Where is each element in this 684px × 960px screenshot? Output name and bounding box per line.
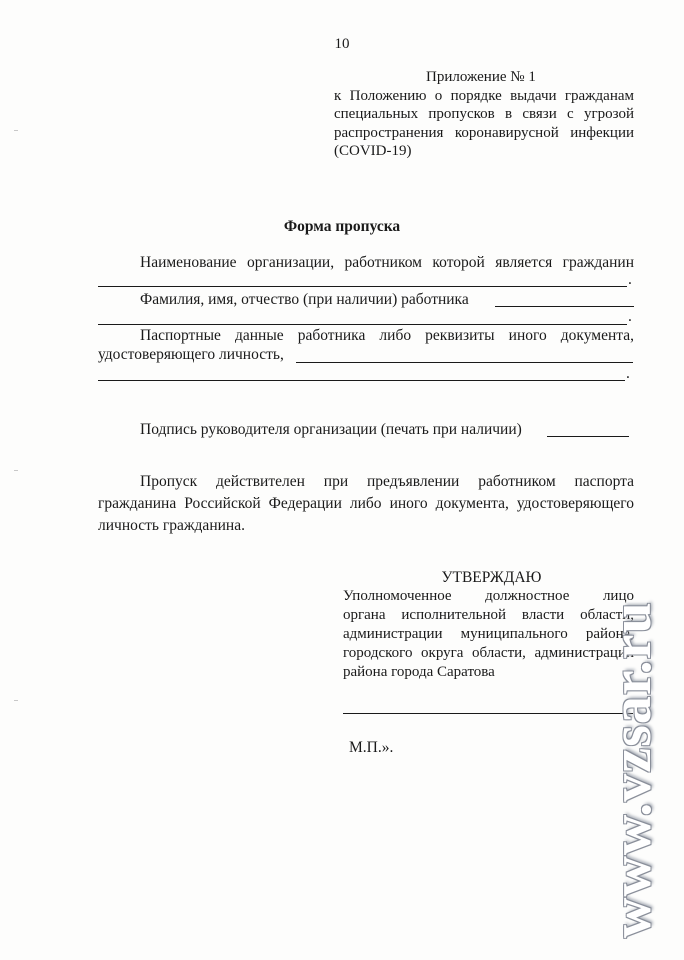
fio-end: . bbox=[628, 308, 632, 325]
approval-line: Уполномоченное должностное лицо bbox=[343, 588, 634, 604]
stamp-mark: М.П.». bbox=[349, 739, 394, 756]
scan-mark bbox=[14, 700, 18, 701]
passport-end: . bbox=[626, 365, 630, 382]
fio-line bbox=[98, 324, 627, 325]
watermark-logo: www.vzsar.ru bbox=[601, 601, 663, 938]
approval-line: администрации муниципального района, bbox=[343, 626, 634, 642]
approval-line: городского округа области, администрации bbox=[343, 645, 634, 661]
approval-heading: УТВЕРЖДАЮ bbox=[441, 569, 542, 586]
signature-line bbox=[547, 436, 629, 437]
validity-line-1: Пропуск действителен при предъявлении работником паспорта bbox=[140, 473, 634, 490]
passport-line bbox=[98, 380, 625, 381]
approval-signature-line bbox=[343, 713, 633, 714]
fio-inline-line bbox=[495, 306, 634, 307]
organization-line bbox=[98, 286, 627, 287]
form-title: Форма пропуска bbox=[283, 218, 401, 235]
approval-line: органа исполнительной власти области, bbox=[343, 607, 634, 623]
appendix-line: (COVID-19) bbox=[334, 143, 412, 159]
appendix-block bbox=[334, 68, 634, 161]
appendix-line: специальных пропусков в связи с угрозой bbox=[334, 106, 634, 122]
appendix-line: к Положению о порядке выдачи гражданам bbox=[334, 87, 634, 104]
appendix-heading: Приложение № 1 bbox=[426, 69, 536, 85]
passport-inline-line bbox=[296, 362, 633, 363]
passport-label-2: удостоверяющего личность, bbox=[98, 346, 284, 363]
validity-line-3: личность гражданина. bbox=[98, 517, 245, 534]
signature-label: Подпись руководителя организации (печать при наличии) bbox=[140, 421, 522, 438]
organization-label: Наименование организации, работником которой является гражданин bbox=[140, 254, 634, 271]
organization-end: . bbox=[628, 271, 632, 288]
validity-line-2: гражданина Российской Федерации либо иного документа, удостоверяющего bbox=[98, 495, 634, 512]
scan-mark bbox=[14, 470, 18, 471]
passport-label-1: Паспортные данные работника либо реквизиты иного документа, bbox=[140, 327, 634, 344]
appendix-line: распространения коронавирусной инфекции bbox=[334, 124, 634, 141]
approval-line: района города Саратова bbox=[343, 664, 495, 680]
scan-mark bbox=[14, 130, 18, 131]
fio-label: Фамилия, имя, отчество (при наличии) работника bbox=[140, 291, 469, 308]
page-number: 10 bbox=[334, 36, 350, 52]
approval-block bbox=[343, 568, 634, 682]
